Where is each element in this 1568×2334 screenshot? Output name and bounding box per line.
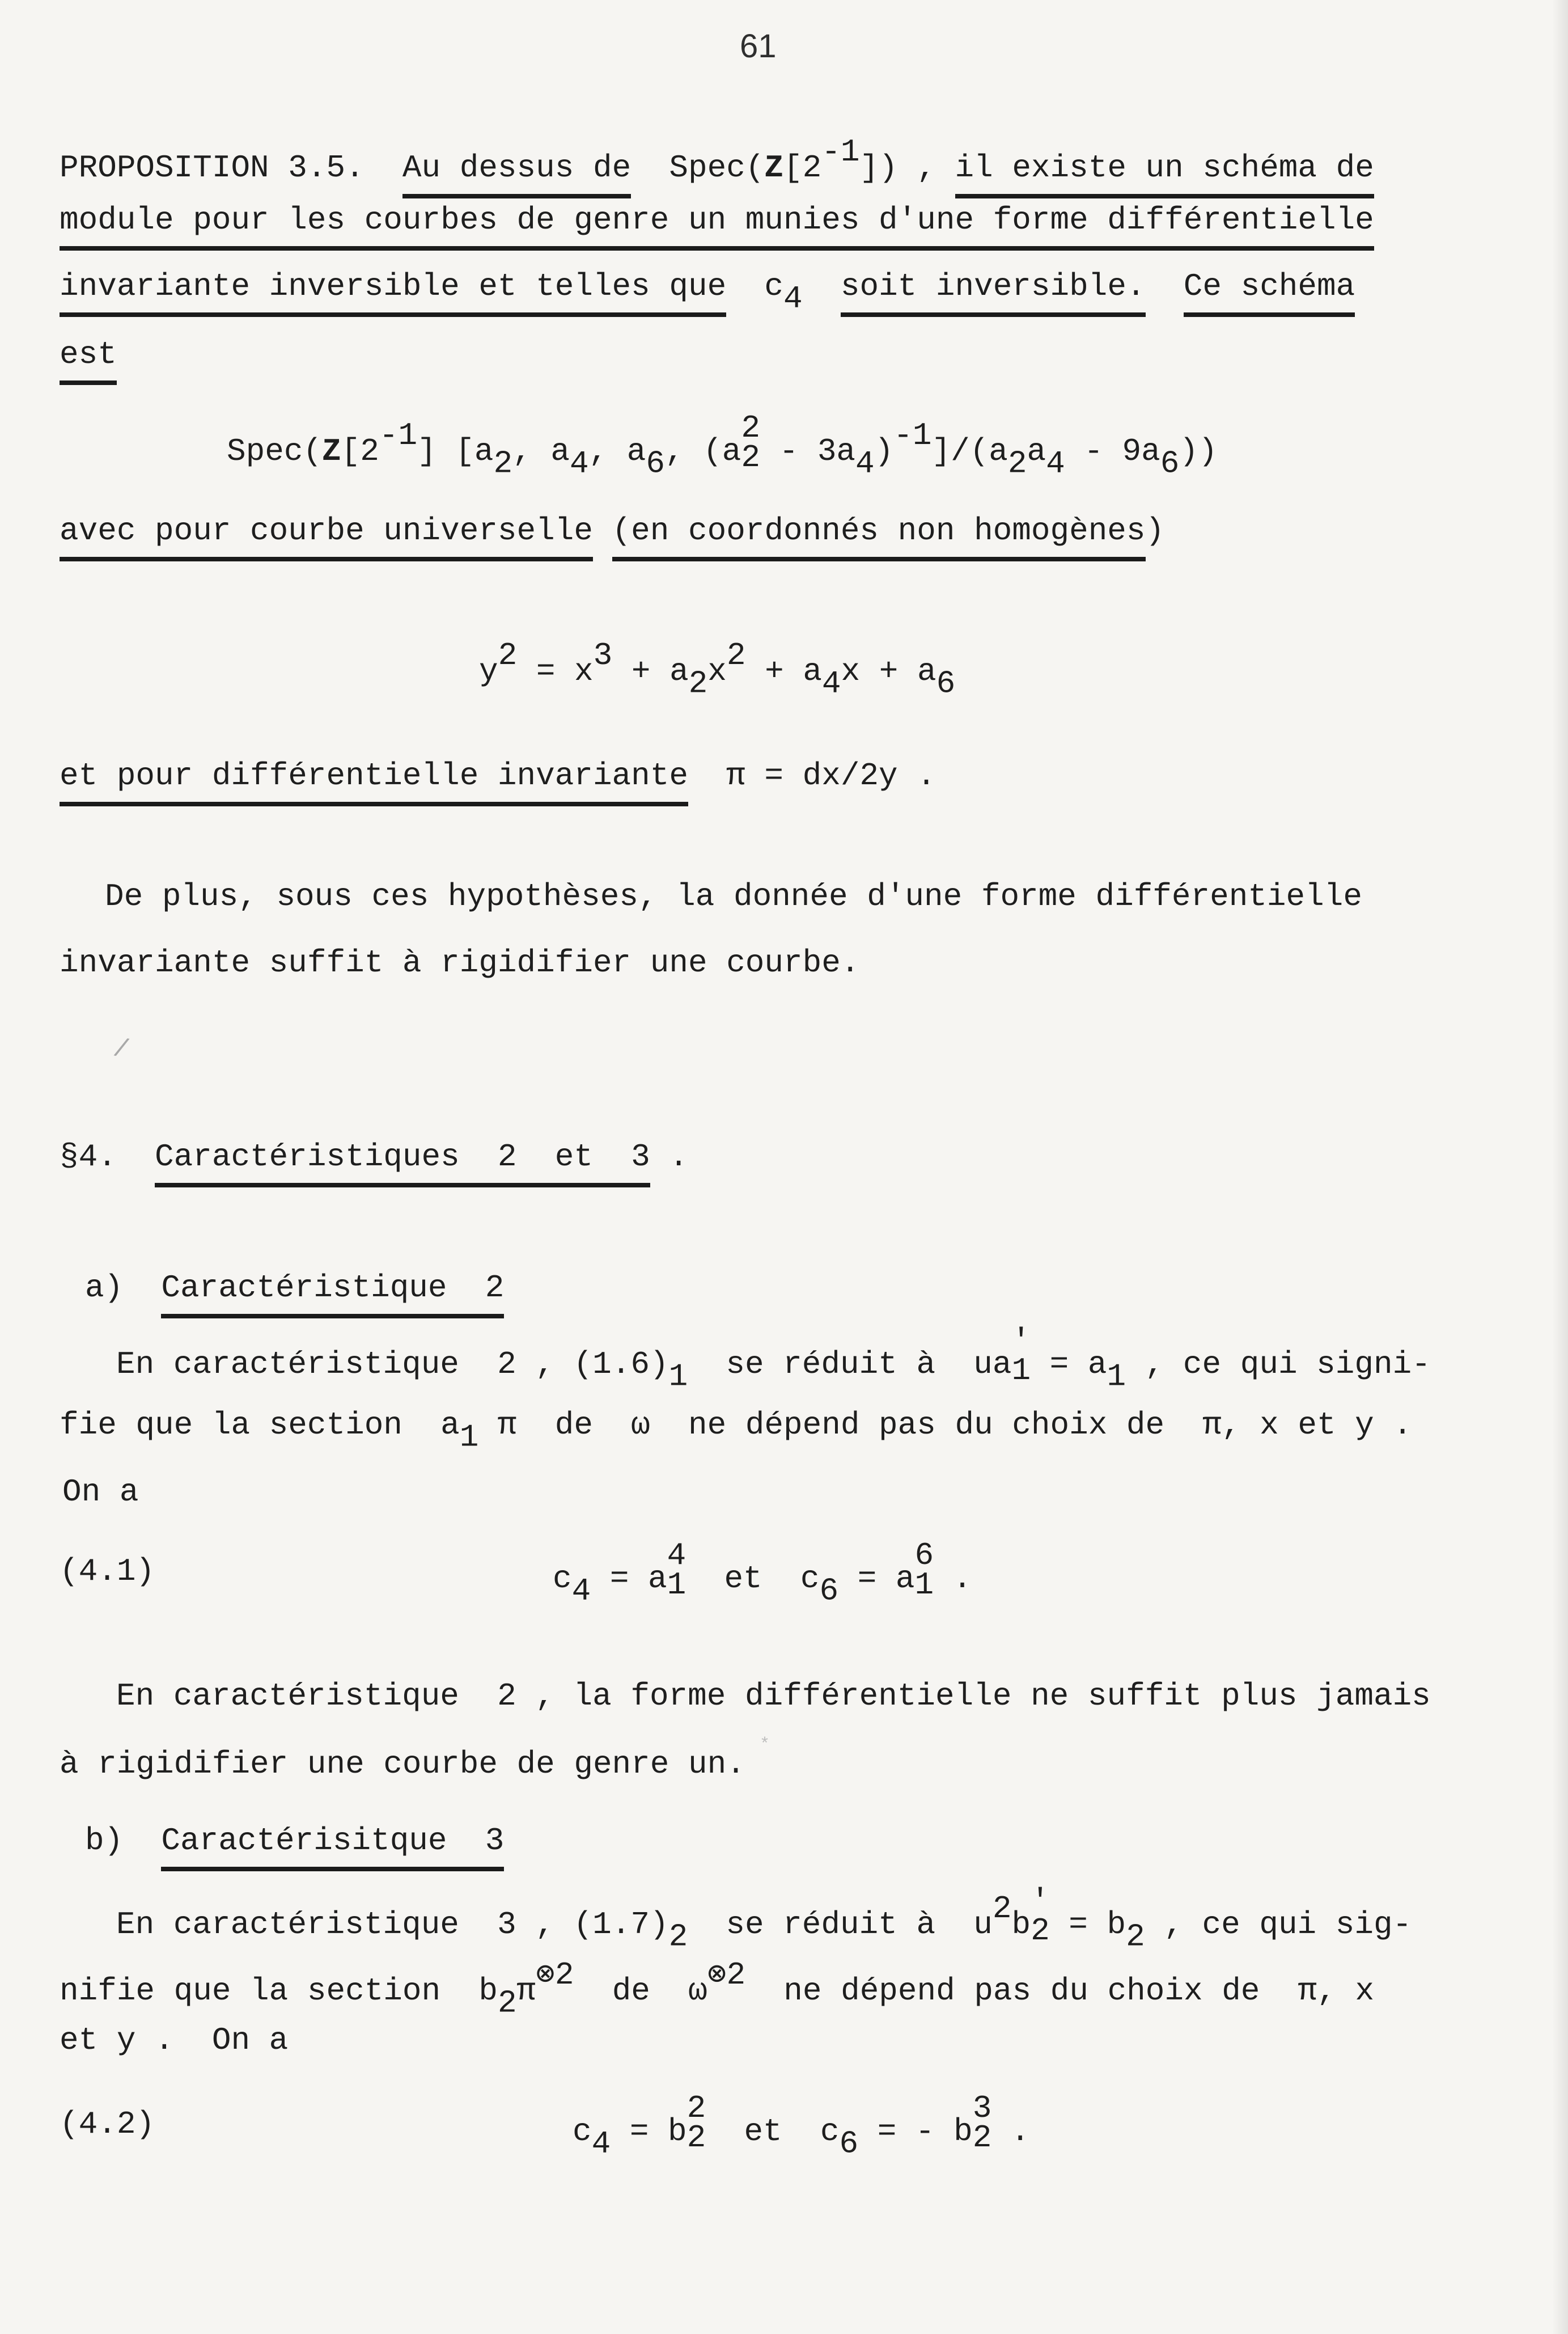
on-a-line: On a xyxy=(62,1474,139,1510)
subscript: 6 xyxy=(1160,445,1180,482)
subscript: 1 xyxy=(668,1358,688,1395)
underlined-phrase: soit inversible. xyxy=(841,268,1146,317)
subscript: 2 xyxy=(1126,1918,1145,1955)
spec-scheme-formula: Spec(Z[2-1] [a2, a4, a6, (a 2 2 - 3a4)-1]/(a2a4 - 9a6)) xyxy=(227,410,1218,482)
superscript: 2 xyxy=(498,637,518,674)
stray-speck: * xyxy=(760,1735,770,1754)
underlined-phrase: (en coordonnés non homogènes xyxy=(612,513,1146,561)
subsection-b-heading xyxy=(85,1825,504,1857)
universal-curve-intro-line: avec pour courbe universelle (en coordonnés non homogènes) xyxy=(60,515,1164,547)
subscript: 6 xyxy=(936,665,956,702)
subscript: 4 xyxy=(1046,445,1065,482)
subsection-label: b) xyxy=(85,1823,162,1859)
underlined-phrase: module pour les courbes de genre un munies d'une forme différentielle xyxy=(60,202,1374,251)
subscript: 4 xyxy=(855,445,875,482)
char-3-paragraph-line-2: nifie que la section b2π⊗2 de ω⊗2 ne dépend pas du choix de π, x xyxy=(60,1957,1375,2022)
underlined-phrase: Caractéristiques 2 et 3 xyxy=(155,1139,650,1187)
char-2-remark-line-1: En caractéristique 2 , la forme différentielle ne suffit plus jamais xyxy=(116,1678,1431,1714)
sup-sub-stack: 4 1 xyxy=(667,1537,686,1603)
subscript: 4 xyxy=(783,280,803,317)
subscript: 2 xyxy=(1007,445,1027,482)
prime-sub-stack: ' 2 xyxy=(1031,1883,1050,1949)
underlined-phrase: avec pour courbe universelle xyxy=(60,513,593,561)
sup-sub-stack: 3 2 xyxy=(972,2090,992,2156)
superscript: -1 xyxy=(379,417,418,454)
superscript: -1 xyxy=(821,134,860,170)
char-2-remark-line-2: à rigidifier une courbe de genre un. xyxy=(60,1746,745,1782)
superscript: 3 xyxy=(593,637,613,674)
subscript: 2 xyxy=(497,1985,517,2022)
sup-sub-stack: 6 1 xyxy=(914,1537,934,1603)
subscript: 2 xyxy=(493,445,513,482)
superscript: -1 xyxy=(893,417,932,454)
page-number: 61 xyxy=(740,28,777,65)
tensor-superscript: ⊗2 xyxy=(536,1957,574,1993)
subscript: 6 xyxy=(646,445,665,482)
superscript: 2 xyxy=(726,637,746,674)
stray-pen-mark: / xyxy=(111,1033,132,1066)
prime-sub-stack: ' 1 xyxy=(1011,1323,1031,1389)
bold-Z-symbol: Z xyxy=(764,150,784,186)
subscript: 6 xyxy=(839,2125,859,2162)
equation-4-2-label: (4.2) xyxy=(60,2106,155,2142)
subscript: 1 xyxy=(459,1419,479,1456)
proposition-line-2 xyxy=(60,204,1374,236)
underlined-phrase: Au dessus de xyxy=(402,150,631,198)
section-4-heading: §4. Caractéristiques 2 et 3 . xyxy=(60,1141,688,1173)
underlined-phrase: Caractérisitque 3 xyxy=(161,1823,504,1871)
underlined-phrase: invariante inversible et telles que xyxy=(60,268,726,317)
de-plus-paragraph-line-1: De plus, sous ces hypothèses, la donnée d'une forme différentielle xyxy=(105,878,1362,915)
sup-sub-stack: 2 2 xyxy=(741,410,761,476)
underlined-phrase: est xyxy=(60,336,117,385)
subscript: 4 xyxy=(821,665,841,702)
underlined-phrase: et pour différentielle invariante xyxy=(60,758,688,806)
superscript: 2 xyxy=(992,1891,1012,1927)
bold-Z-symbol: Z xyxy=(322,433,341,470)
subscript: 4 xyxy=(591,2125,611,2162)
subsection-a-heading xyxy=(85,1272,504,1304)
section-number: §4. xyxy=(60,1139,155,1175)
universal-curve-equation: y2 = x3 + a2x2 + a4x + a6 xyxy=(479,637,956,702)
proposition-heading-line-1: PROPOSITION 3.5. Au dessus de Spec(Z[2-1]) , il existe un schéma de xyxy=(60,136,1374,184)
underlined-phrase: Ce schéma xyxy=(1184,268,1355,317)
underlined-phrase: il existe un schéma de xyxy=(955,150,1374,198)
subscript: 2 xyxy=(668,1918,688,1955)
subscript: 4 xyxy=(569,445,589,482)
subsection-label: a) xyxy=(85,1270,162,1306)
de-plus-paragraph-line-2: invariante suffit à rigidifier une courbe. xyxy=(60,945,860,981)
proposition-line-4 xyxy=(60,336,117,373)
char-3-paragraph-line-1: En caractéristique 3 , (1.7)2 se réduit à u2b ' 2 = b2 , ce qui sig- xyxy=(116,1883,1412,1955)
tensor-superscript: ⊗2 xyxy=(707,1957,746,1993)
subscript: 6 xyxy=(819,1572,839,1609)
char-2-paragraph-line-2: fie que la section a1 π de ω ne dépend pas du choix de π, x et y . xyxy=(60,1407,1412,1456)
sup-sub-stack: 2 2 xyxy=(686,2090,706,2156)
equation-4-1: c4 = a 4 1 et c6 = a 6 1 . xyxy=(553,1537,972,1609)
subscript: 4 xyxy=(571,1572,591,1609)
proposition-line-3: invariante inversible et telles que c4 soit inversible. Ce schéma xyxy=(60,268,1355,317)
char-3-paragraph-line-3: et y . On a xyxy=(60,2022,289,2058)
subscript: 2 xyxy=(688,665,708,702)
invariant-differential-line: et pour différentielle invariante π = dx/2y . xyxy=(60,760,936,792)
equation-4-2: c4 = b 2 2 et c6 = - b 3 2 . xyxy=(573,2090,1030,2162)
subscript: 1 xyxy=(1107,1358,1126,1395)
char-2-paragraph-line-1: En caractéristique 2 , (1.6)1 se réduit à ua ' 1 = a1 , ce qui signi- xyxy=(116,1323,1431,1395)
equation-4-1-label: (4.1) xyxy=(60,1553,155,1589)
proposition-label: PROPOSITION 3.5. xyxy=(60,150,402,186)
underlined-phrase: Caractéristique 2 xyxy=(161,1270,504,1318)
